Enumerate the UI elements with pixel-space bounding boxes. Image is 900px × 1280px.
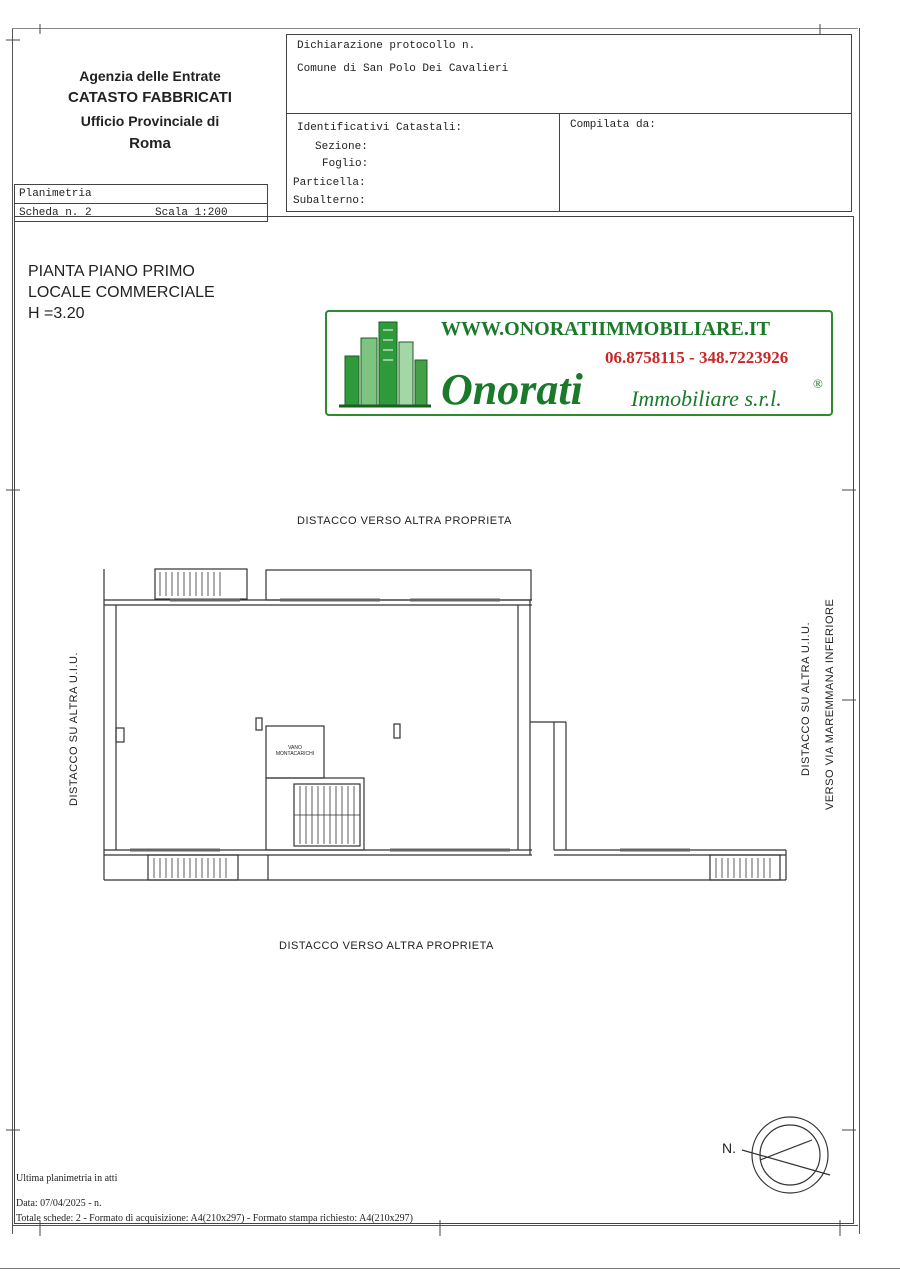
logo-brand: Onorati — [441, 365, 583, 414]
agency-line3: Ufficio Provinciale di — [80, 113, 220, 129]
footer-line2: Data: 07/04/2025 - n. — [16, 1198, 102, 1209]
compilata-label: Compilata da: — [570, 119, 656, 131]
sezione-label: Sezione: — [315, 141, 368, 153]
north-label: N. — [722, 1140, 736, 1156]
scheda-label: Scheda n. 2 — [19, 207, 92, 219]
vano-label — [266, 745, 324, 757]
left-distance-label: DISTACCO SU ALTRA U.I.U. — [68, 651, 80, 806]
plan-title-line2: LOCALE COMMERCIALE — [28, 284, 215, 301]
foglio-label: Foglio: — [322, 158, 369, 170]
vano-label-line2: MONTACARICHI — [275, 751, 315, 757]
plan-title-line1: PIANTA PIANO PRIMO — [28, 263, 195, 280]
identificativi-label: Identificativi Catastali: — [297, 122, 463, 134]
footer-line1: Ultima planimetria in atti — [16, 1173, 118, 1184]
top-distance-label: DISTACCO VERSO ALTRA PROPRIETA — [297, 515, 512, 527]
vano-label-line1: VANO — [288, 745, 302, 751]
bottom-distance-label: DISTACCO VERSO ALTRA PROPRIETA — [279, 940, 494, 952]
plan-title-line3: H =3.20 — [28, 305, 85, 322]
particella-label: Particella: — [293, 177, 366, 189]
footer-line3: Totale schede: 2 - Formato di acquisizione: A4(210x297) - Formato stampa richiesto: A4(210x297) — [16, 1213, 413, 1224]
right-direction-label: VERSO VIA MAREMMANA INFERIORE — [824, 598, 836, 810]
logo-url: WWW.ONORATIIMMOBILIARE.IT — [441, 318, 770, 340]
agency-line2: CATASTO FABBRICATI — [68, 89, 232, 106]
logo-phones: 06.8758115 - 348.7223926 — [605, 348, 789, 367]
logo-registered: ® — [813, 376, 823, 391]
comune-text: Comune di San Polo Dei Cavalieri — [297, 63, 509, 75]
logo-brand-suffix: Immobiliare s.r.l. — [631, 386, 782, 411]
agency-line4: Roma — [129, 135, 171, 152]
declaration-label: Dichiarazione protocollo n. — [297, 40, 476, 52]
subalterno-label: Subalterno: — [293, 195, 366, 207]
sheet-type-label: Planimetria — [19, 188, 92, 200]
right-distance-label: DISTACCO SU ALTRA U.I.U. — [800, 621, 812, 776]
agency-line1: Agenzia delle Entrate — [79, 68, 221, 84]
scala-label: Scala 1:200 — [155, 207, 228, 219]
